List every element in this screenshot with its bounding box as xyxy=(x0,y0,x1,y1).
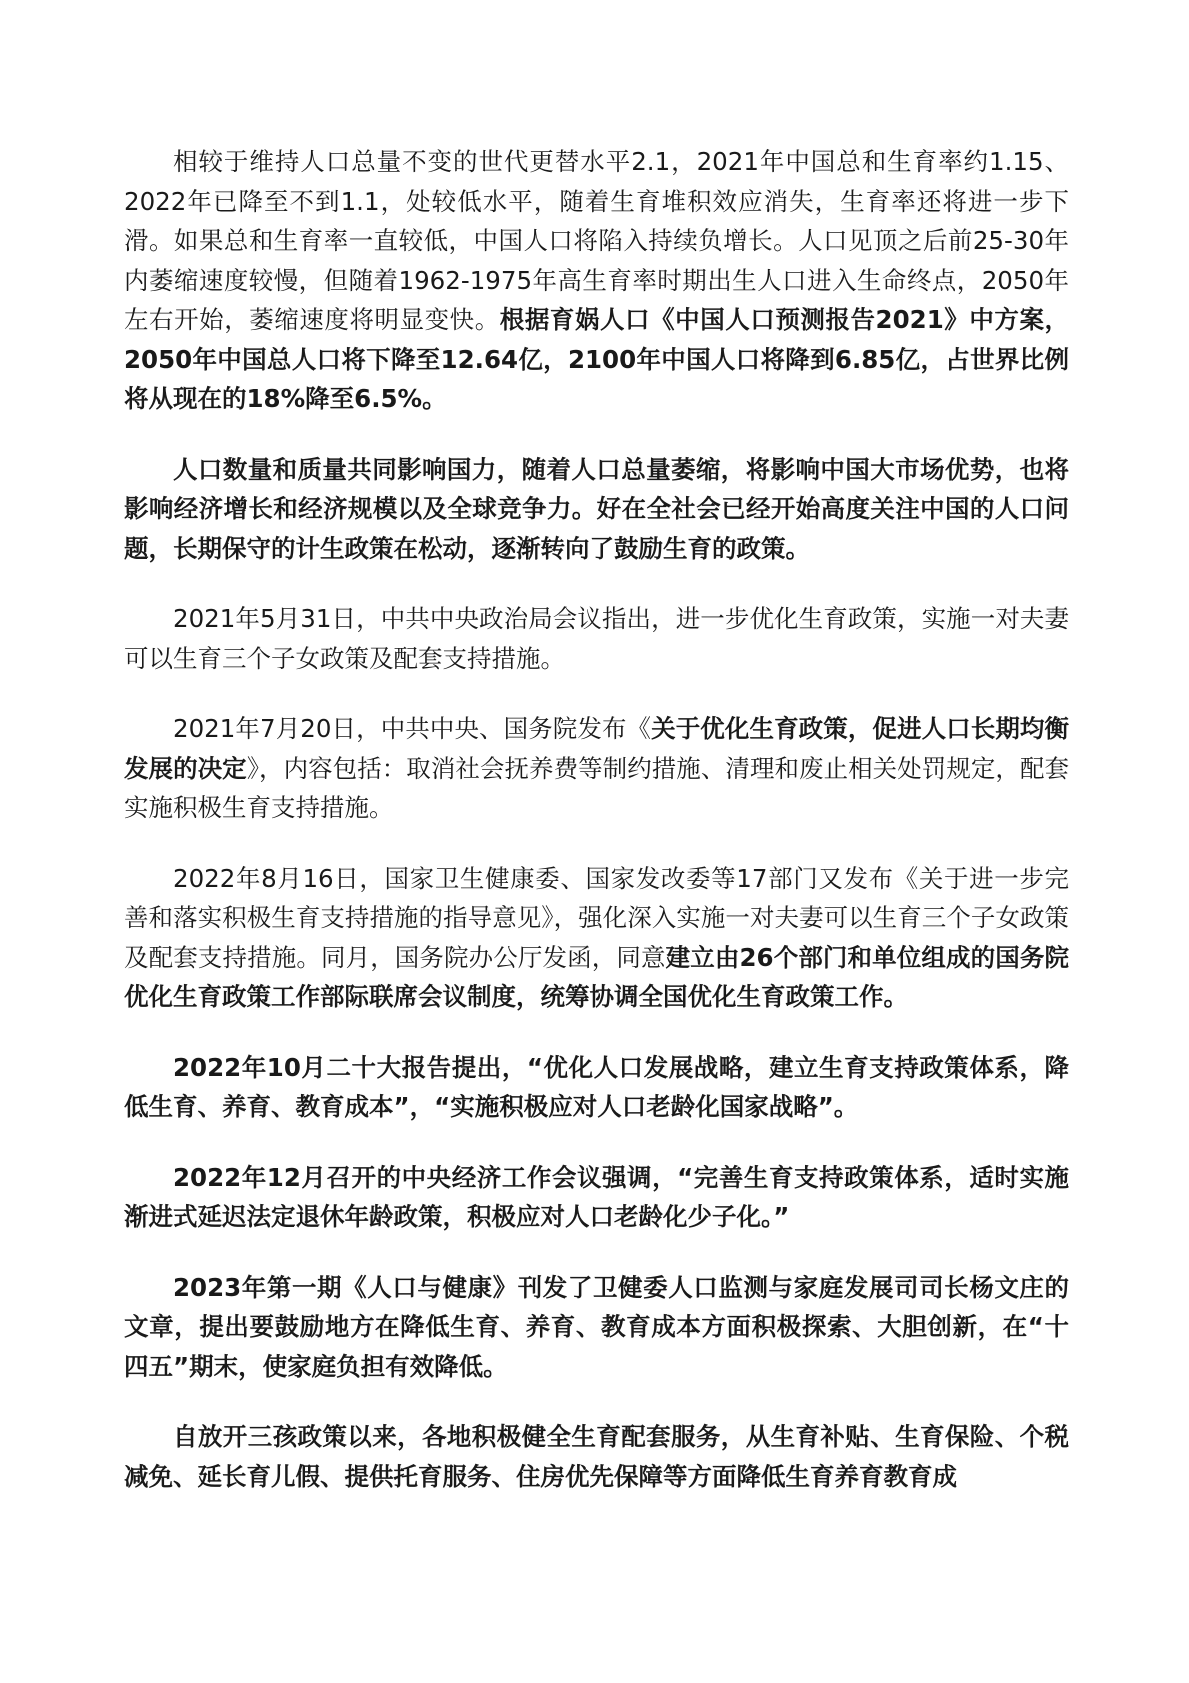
paragraph-2-bold-text: 人口数量和质量共同影响国力，随着人口总量萎缩，将影响中国大市场优势，也将影响经济增长和经济规模以及全球竞争力。好在全社会已经开始高度关注中国的人口问题，长期保守的计生政策在松动，逐渐转向了鼓励生育的政策。 xyxy=(124,454,1069,563)
paragraph-6 xyxy=(124,1048,1069,1127)
paragraph-7-bold-text: 2022年12月召开的中央经济工作会议强调，“完善生育支持政策体系，适时实施渐进式延迟法定退休年龄政策，积极应对人口老龄化少子化。” xyxy=(124,1162,1069,1231)
paragraph-2 xyxy=(124,450,1069,569)
paragraph-8 xyxy=(124,1268,1069,1387)
paragraph-4 xyxy=(124,709,1069,828)
paragraph-3 xyxy=(124,599,1069,678)
paragraph-5-bold-text: 建立由26个部门和单位组成的国务院优化生育政策工作部际联席会议制度，统筹协调全国优化生育政策工作。 xyxy=(124,942,1070,1011)
paragraph-4-bold-title: 关于优化生育政策，促进人口长期均衡发展的决定 xyxy=(124,714,1069,783)
paragraph-9-bold-text: 自放开三孩政策以来，各地积极健全生育配套服务，从生育补贴、生育保险、个税减免、延长育儿假、提供托育服务、住房优先保障等方面降低生育养育教育成 xyxy=(124,1422,1069,1491)
paragraph-4-text-b: 》，内容包括：取消社会抚养费等制约措施、清理和废止相关处罚规定，配套实施积极生育支持措施。 xyxy=(124,753,1070,822)
paragraph-5-text: 2022年8月16日，国家卫生健康委、国家发改委等17部门又发布《关于进一步完善和落实积极生育支持措施的指导意见》，强化深入实施一对夫妻可以生育三个子女政策及配套支持措施。同月，国务院办公厅发函，同意 xyxy=(124,863,1069,972)
paragraph-1-bold-text: 根据育娲人口《中国人口预测报告2021》中方案，2050年中国总人口将下降至12.64亿，2100年中国人口将降到6.85亿，占世界比例将从现在的18%降至6.5%。 xyxy=(124,305,1070,413)
paragraph-9 xyxy=(124,1417,1069,1496)
paragraph-1 xyxy=(124,142,1069,419)
paragraph-8-bold-text: 2023年第一期《人口与健康》刊发了卫健委人口监测与家庭发展司司长杨文庄的文章，提出要鼓励地方在降低生育、养育、教育成本方面积极探索、大胆创新，在“十四五”期末，使家庭负担有效降低。 xyxy=(124,1272,1069,1381)
paragraph-7 xyxy=(124,1158,1069,1237)
paragraph-5 xyxy=(124,859,1069,1017)
paragraph-3-text: 2021年5月31日，中共中央政治局会议指出，进一步优化生育政策，实施一对夫妻可以生育三个子女政策及配套支持措施。 xyxy=(124,604,1069,673)
paragraph-6-bold-text: 2022年10月二十大报告提出，“优化人口发展战略，建立生育支持政策体系，降低生育、养育、教育成本”，“实施积极应对人口老龄化国家战略”。 xyxy=(124,1052,1069,1121)
document-body xyxy=(124,142,1069,1527)
paragraph-1-text: 相较于维持人口总量不变的世代更替水平2.1，2021年中国总和生育率约1.15、2022年已降至不到1.1，处较低水平，随着生育堆积效应消失，生育率还将进一步下滑。如果总和生育率一直较低，中国人口将陷入持续负增长。人口见顶之后前25-30年内萎缩速度较慢，但随着1962-1975年高生育率时期出生人口进入生命终点，2050年左右开始，萎缩速度将明显变快。 xyxy=(124,147,1069,334)
paragraph-4-text-a: 2021年7月20日，中共中央、国务院发布《 xyxy=(173,714,652,743)
